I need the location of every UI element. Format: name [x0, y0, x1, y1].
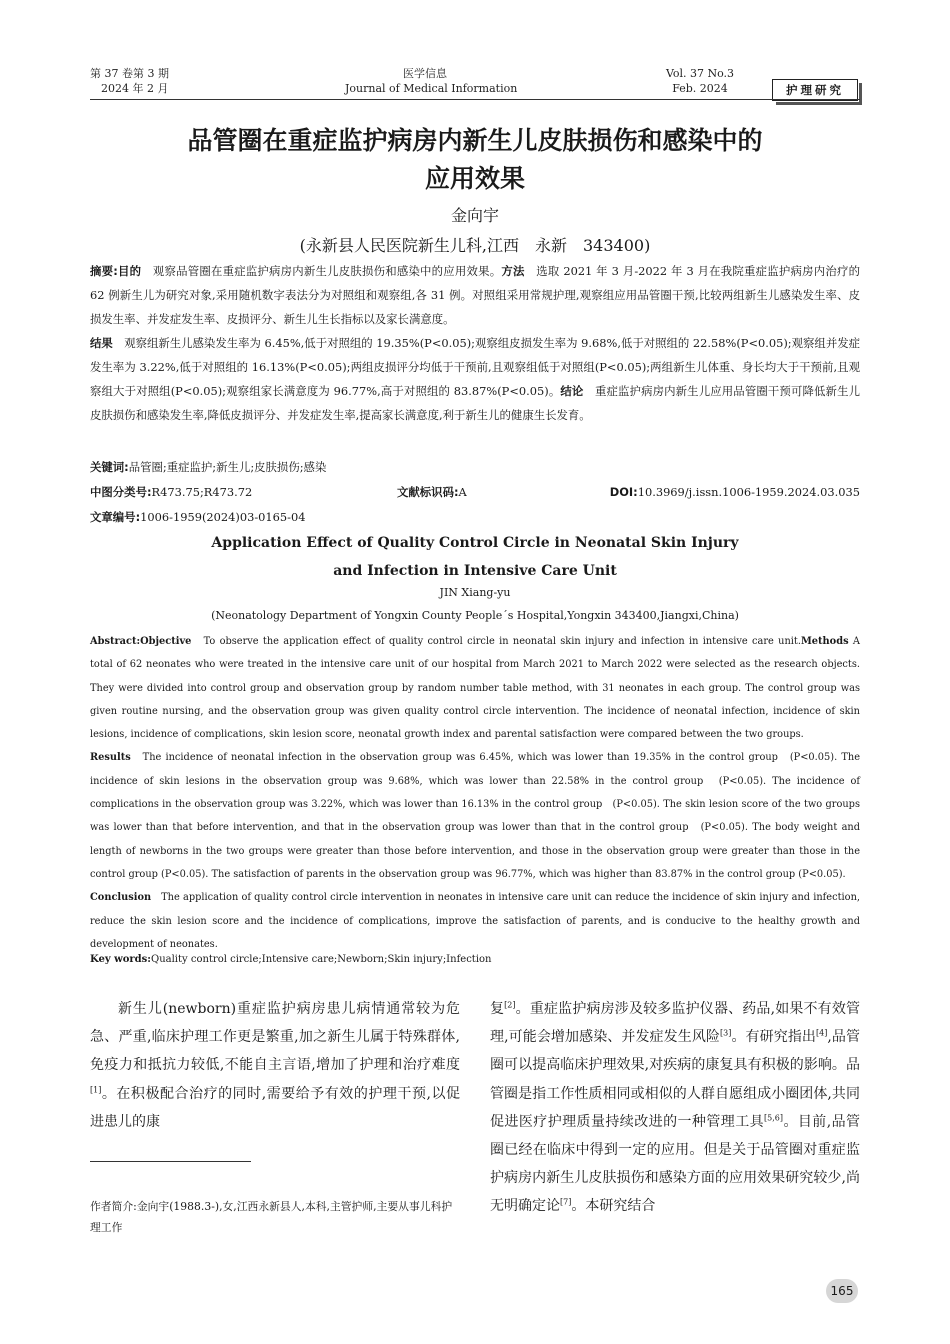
doi-link[interactable]: DOI:10.3969/j.issn.1006-1959.2024.03.035 [609, 485, 860, 499]
footnote-rule [90, 1161, 251, 1162]
classification-row [90, 480, 860, 504]
affiliation-en: (Neonatology Department of Yongxin County People´s Hospital,Yongxin 343400,Jiangxi,China) [211, 609, 739, 622]
citation-2[interactable]: [2] [504, 1000, 516, 1010]
article-title-en: Application Effect of Quality Control Circle in Neonatal Skin Injury and Infection in Intensive Care Unit [211, 535, 739, 579]
abstract-en: Abstract:Objective To observe the application effect of quality control circle in neonatal skin injury and infection in intensive care unit.Methods A total of 62 neonates who were treated in the intensive care unit of our hospital from March 2021 to March 2022 were selected as the research objects. They were divided into control group and observation group by random number table method, with 31 neonates in each group. The control group was given routine nursing, and the observation group was given quality control circle intervention. The incidence of neonatal infection, incidence of skin lesions, incidence of complications, skin lesion score, neonatal growth index and parental satisfaction were compared between the two groups. Results The incidence of neonatal infection in the observation group was 6.45%, which was lower than 19.35% in the control group (P<0.05). The incidence of skin lesions in the observation group was 9.68%, which was lower than 22.58% in the control group (P<0.05). The incidence of complications in the observation group was 3.22%, which was lower than 16.13% in the control group (P<0.05). The skin lesion score of the two groups was lower than that before intervention, and that in the observation group was lower than that in the control group (P<0.05). The body weight and length of newborns in the two groups were greater than those before intervention, and those in the observation group were greater than those in the control group (P<0.05). The satisfaction of parents in the observation group was 96.77%, which was higher than 83.87% in the control group (P<0.05). Conclusion The application of quality control circle intervention in neonates in intensive care unit can reduce the incidence of skin injury and infection, reduce the skin lesion score and the incidence of complications, improve the satisfaction of parents, and is conducive to the healthy growth and development of neonates. [90, 636, 860, 950]
body-column-right: 复[2]。重症监护病房涉及较多监护仪器、药品,如果不有效管理,可能会增加感染、并发症发生风险[3]。有研究指出[4],品管圈可以提高临床护理效果,对疾病的康复具有积极的影响。品管圈是指工作性质相同或相似的人群自愿组成小圈团体,共同促进医疗护理质量持续改进的一种管理工具[5,6]。目前,品管圈已经在临床中得到一定的应用。但是关于品管圈对重症监护病房内新生儿皮肤损伤和感染方面的应用效果研究较少,尚无明确定论[7]。本研究结合 [490, 1000, 861, 1215]
author-en: JIN Xiang-yu [439, 586, 511, 599]
citation-3[interactable]: [3] [720, 1028, 732, 1038]
article-number: 文章编号:1006-1959(2024)03-0165-04 [90, 510, 306, 524]
citation-4[interactable]: [4] [816, 1028, 828, 1038]
author-footnote: 作者简介:金向宇(1988.3-),女,江西永新县人,本科,主管护师,主要从事儿科护理工作 [90, 1200, 453, 1234]
header-journal-en: Journal of Medical Information [345, 82, 518, 95]
keywords-cn: 关键词:品管圈;重症监护;新生儿;皮肤损伤;感染 [90, 460, 327, 474]
author-cn: 金向宇 [450, 206, 499, 225]
header-volume-cn: 第 37 卷第 3 期 2024 年 2 月 [90, 67, 169, 95]
header-volume-en: Vol. 37 No.3 Feb. 2024 [660, 66, 740, 96]
abstract-cn: 摘要:目的 观察品管圈在重症监护病房内新生儿皮肤损伤和感染中的应用效果。方法 选取 2021 年 3 月-2022 年 3 月在我院重症监护病房内治疗的 62 例新生儿为研究对象,采用随机数字表法分为对照组和观察组,各 31 例。对照组采用常规护理,观察组应用品管圈干预,比较两组新生儿感染发生率、皮损发生率、并发症发生率、皮损评分、新生儿生长指标以及家长满意度。 结果 观察组新生儿感染发生率为 6.45%,低于对照组的 19.35%(P<0.05);观察组皮损发生率为 9.68%,低于对照组的 22.58%(P<0.05);观察组并发症发生率为 3.22%,低于对照组的 16.13%(P<0.05);两组皮损评分均低于干预前,且观察组低于对照组(P<0.05);两组新生儿体重、身长均大于干预前,且观察组大于对照组(P<0.05);观察组家长满意度为 96.77%,高于对照组的 83.87%(P<0.05)。结论 重症监护病房内新生儿应用品管圈干预可降低新生儿皮肤损伤和感染发生率,降低皮损评分、并发症发生率,提高家长满意度,利于新生儿的健康生长发育。 [90, 264, 860, 422]
header-journal: 医学信息 Journal of Medical Information [345, 67, 518, 95]
section-tag: 护理研究 [772, 79, 858, 101]
keywords-en: Key words:Quality control circle;Intensive care;Newborn;Skin injury;Infection [90, 954, 492, 965]
citation-5-6[interactable]: [5,6] [764, 1113, 784, 1123]
document-code: 文献标识码:A [397, 485, 467, 499]
header-date-en: Feb. 2024 [672, 82, 728, 95]
affiliation-cn: (永新县人民医院新生儿科,江西 永新 343400) [299, 236, 651, 255]
citation-1[interactable]: [1] [90, 1084, 102, 1094]
citation-7[interactable]: [7] [560, 1197, 572, 1207]
header-rule [90, 99, 860, 100]
page-number: 165 [826, 1279, 858, 1303]
header-date-cn: 2024 年 2 月 [101, 82, 169, 95]
article-title-cn: 品管圈在重症监护病房内新生儿皮肤损伤和感染中的 应用效果 [187, 126, 763, 193]
classification-code: 中图分类号:R473.75;R473.72 [90, 485, 253, 499]
body-column-left: 新生儿(newborn)重症监护病房患儿病情通常较为危急、严重,临床护理工作更是繁重,加之新生儿属于特殊群体,免疫力和抵抗力较低,不能自主言语,增加了护理和治疗难度[1]。在积极配合治疗的同时,需要给予有效的护理干预,以促进患儿的康 [90, 1001, 460, 1130]
